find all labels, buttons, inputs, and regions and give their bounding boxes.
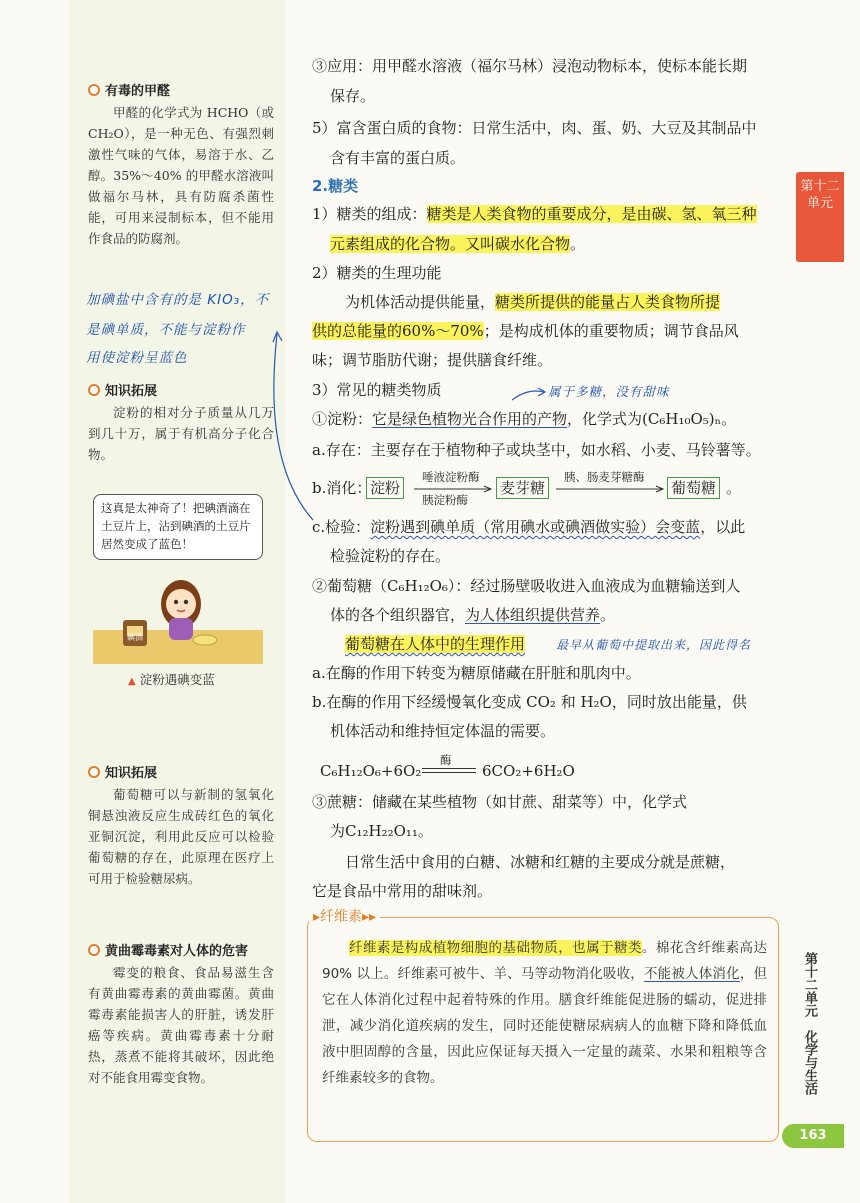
double-arrow-icon: ▸▸ bbox=[362, 909, 377, 925]
bullet-icon bbox=[88, 84, 100, 96]
double-arrow-icon: ▸ bbox=[313, 909, 321, 925]
sidebar-heading-formaldehyde: 有毒的甲醛 bbox=[88, 80, 170, 99]
wavy-underline: 淀粉遇到碘单质（常用碘水或碘酒做实验）会变蓝 bbox=[370, 518, 701, 536]
handwritten-note-polysaccharide: 属于多糖，没有甜味 bbox=[548, 384, 670, 399]
sidebar-text-aflatoxin: 霉变的粮食、食品易滋生含有黄曲霉毒素的黄曲霉菌。黄曲霉毒素能损害人的肝脏，诱发肝癌等疾病。黄曲霉毒素十分耐热，蒸煮不能将其破坏，因此绝对不能食用霉变食物。 bbox=[88, 965, 274, 1085]
figure-caption: ▲ 淀粉遇碘变蓝 bbox=[128, 672, 215, 687]
sidebar-text-formaldehyde: 甲醛的化学式为 HCHO（或 CH₂O），是一种无色、有强烈刺激性气味的气体，易溶于水、乙醇。35%～40% 的甲醛水溶液叫做福尔马林，具有防腐杀菌性能，可用来浸制标本，但不能用作食品的防腐剂。 bbox=[88, 105, 274, 246]
section-heading-sugar: 2.糖类 bbox=[312, 177, 359, 195]
text-line: 5）富含蛋白质的食物：日常生活中，肉、蛋、奶、大豆及其制品中 bbox=[312, 119, 757, 137]
sidebar-heading-knowledge-1: 知识拓展 bbox=[88, 380, 157, 399]
bullet-icon bbox=[88, 766, 100, 778]
highlight: 糖类是人类食物的重要成分，是由碳、氢、氧三种 bbox=[426, 205, 757, 223]
equation-left: C₆H₁₂O₆+6O₂ bbox=[320, 762, 422, 780]
text-line: b.在酶的作用下经缓慢氧化变成 CO₂ 和 H₂O，同时放出能量，供 bbox=[312, 693, 747, 711]
underline: 不能被人体消化 bbox=[643, 966, 740, 982]
triangle-icon: ▲ bbox=[128, 676, 136, 687]
text-line: 保存。 bbox=[330, 87, 376, 105]
sidebar-heading-aflatoxin: 黄曲霉毒素对人体的危害 bbox=[88, 940, 248, 959]
text-line: 体的各个组织器官，为人体组织提供营养。 bbox=[330, 606, 616, 624]
text-line bbox=[345, 630, 525, 659]
text-line: 味；调节脂肪代谢；提供膳食纤维。 bbox=[312, 351, 553, 369]
text-line: 机体活动和维持恒定体温的需要。 bbox=[330, 722, 556, 740]
unit-tab: 第十二单元 bbox=[796, 172, 844, 262]
underline: 它是绿色植物光合作用的产物 bbox=[372, 410, 568, 428]
digestion-label: b.消化： bbox=[312, 479, 372, 497]
text-line: ②葡萄糖（C₆H₁₂O₆）：经过肠壁吸收进入血液成为血糖输送到人 bbox=[312, 577, 741, 595]
text-line: 1）糖类的组成：糖类是人类食物的重要成分，是由碳、氢、氧三种 bbox=[312, 205, 757, 223]
text-line: 检验淀粉的存在。 bbox=[330, 547, 451, 565]
text-line: 日常生活中食用的白糖、冰糖和红糖的主要成分就是蔗糖， bbox=[345, 853, 736, 871]
sidebar-heading-knowledge-2: 知识拓展 bbox=[88, 762, 157, 781]
text-line: 为C₁₂H₂₂O₁₁。 bbox=[330, 822, 433, 840]
highlight: 元素组成的化合物。又叫碳水化合物 bbox=[330, 235, 571, 253]
page-number: 163 bbox=[782, 1124, 844, 1148]
text-line: 2）糖类的生理功能 bbox=[312, 264, 442, 282]
enzyme-label: 胰淀粉酶 bbox=[422, 493, 468, 507]
text-line: c.检验：淀粉遇到碘单质（常用碘水或碘酒做实验）会变蓝，以此 bbox=[312, 518, 746, 536]
period: 。 bbox=[726, 479, 742, 497]
text-line: 3）常见的糖类物质 bbox=[312, 381, 442, 399]
handwritten-note-glucose: 最早从葡萄中提取出来，因此得名 bbox=[556, 638, 752, 652]
enzyme-label: 胰、肠麦芽糖酶 bbox=[564, 470, 645, 484]
arrow-icon bbox=[556, 485, 666, 493]
text-line: 它是食品中常用的甜味剂。 bbox=[312, 882, 493, 900]
bottle-label: 碘酒 bbox=[127, 633, 143, 642]
handwritten-note-1: 加碘盐中含有的是 KIO₃，不 bbox=[86, 292, 270, 308]
underline: 为人体组织提供营养 bbox=[465, 606, 601, 624]
text-line: 供的总能量的60%～70%；是构成机体的重要物质；调节食品风 bbox=[312, 322, 739, 340]
equation-right: 6CO₂+6H₂O bbox=[482, 762, 575, 780]
bullet-icon bbox=[88, 944, 100, 956]
maltose-box: 麦芽糖 bbox=[496, 477, 549, 499]
text-line: ③蔗糖：储藏在某些植物（如甘蔗、甜菜等）中，化学式 bbox=[312, 793, 688, 811]
text-line: ③应用：用甲醛水溶液（福尔马林）浸泡动物标本，使标本能长期 bbox=[312, 57, 748, 75]
sidebar-text-starch: 淀粉的相对分子质量从几万到几十万，属于有机高分子化合物。 bbox=[88, 405, 274, 462]
highlight: 葡萄糖在人体中的生理作用 bbox=[345, 635, 526, 653]
handwritten-note-2: 是碘单质，不能与淀粉作 bbox=[86, 322, 246, 338]
unit-vertical-title: 第十二单元 化学与生活 bbox=[802, 952, 817, 1095]
text-line: ①淀粉：它是绿色植物光合作用的产物，化学式为(C₆H₁₀O₅)ₙ。 bbox=[312, 410, 737, 428]
hand-arrow-icon bbox=[510, 384, 550, 404]
fiber-paragraph: 纤维素是构成植物细胞的基础物质，也属于糖类。棉花含纤维素高达 90% 以上。纤维素可被牛、羊、马等动物消化吸收，不能被人体消化，但它在人体消化过程中起着特殊的作用。膳食纤维能促进肠的蠕动，促进排泄，减少消化道疾病的发生，同时还能使糖尿病病人的血糖下降和降低血液中胆固醇的含量，因此应保证每天摄入一定量的蔬菜、水果和粗粮等含纤维素较多的食物。 bbox=[322, 940, 768, 1086]
bullet-icon bbox=[88, 384, 100, 396]
digestion-flow bbox=[366, 470, 766, 510]
speech-bubble: 这真是太神奇了！把碘酒滴在土豆片上，沾到碘酒的土豆片居然变成了蓝色！ bbox=[93, 494, 263, 560]
text-line: 为机体活动提供能量，糖类所提供的能量占人类食物所提 bbox=[345, 293, 721, 311]
fiber-title: ▸纤维素▸▸ bbox=[309, 906, 380, 926]
starch-box: 淀粉 bbox=[366, 477, 404, 499]
equation-arrow bbox=[422, 752, 478, 782]
text-line: 元素组成的化合物。又叫碳水化合物。 bbox=[330, 235, 586, 253]
highlight: 纤维素是构成植物细胞的基础物质，也属于糖类 bbox=[349, 940, 642, 956]
text-line: a.存在：主要存在于植物种子或块茎中，如水稻、小麦、马铃薯等。 bbox=[312, 441, 761, 459]
text-line: a.在酶的作用下转变为糖原储藏在肝脏和肌肉中。 bbox=[312, 664, 641, 682]
glucose-box: 葡萄糖 bbox=[667, 477, 720, 499]
handwritten-note-3: 用使淀粉呈蓝色 bbox=[86, 350, 188, 366]
text-line: 含有丰富的蛋白质。 bbox=[330, 149, 466, 167]
equation-condition: 酶 bbox=[440, 753, 452, 767]
highlight: 供的总能量的60%～70% bbox=[312, 322, 484, 340]
highlight: 糖类所提供的能量占人类食物所提 bbox=[495, 293, 721, 311]
sidebar-text-glucose: 葡萄糖可以与新制的氢氧化铜悬浊液反应生成砖红色的氧化亚铜沉淀，利用此反应可以检验葡萄糖的存在，此原理在医疗上可用于检验糖尿病。 bbox=[88, 787, 274, 886]
enzyme-label: 唾液淀粉酶 bbox=[422, 470, 480, 484]
